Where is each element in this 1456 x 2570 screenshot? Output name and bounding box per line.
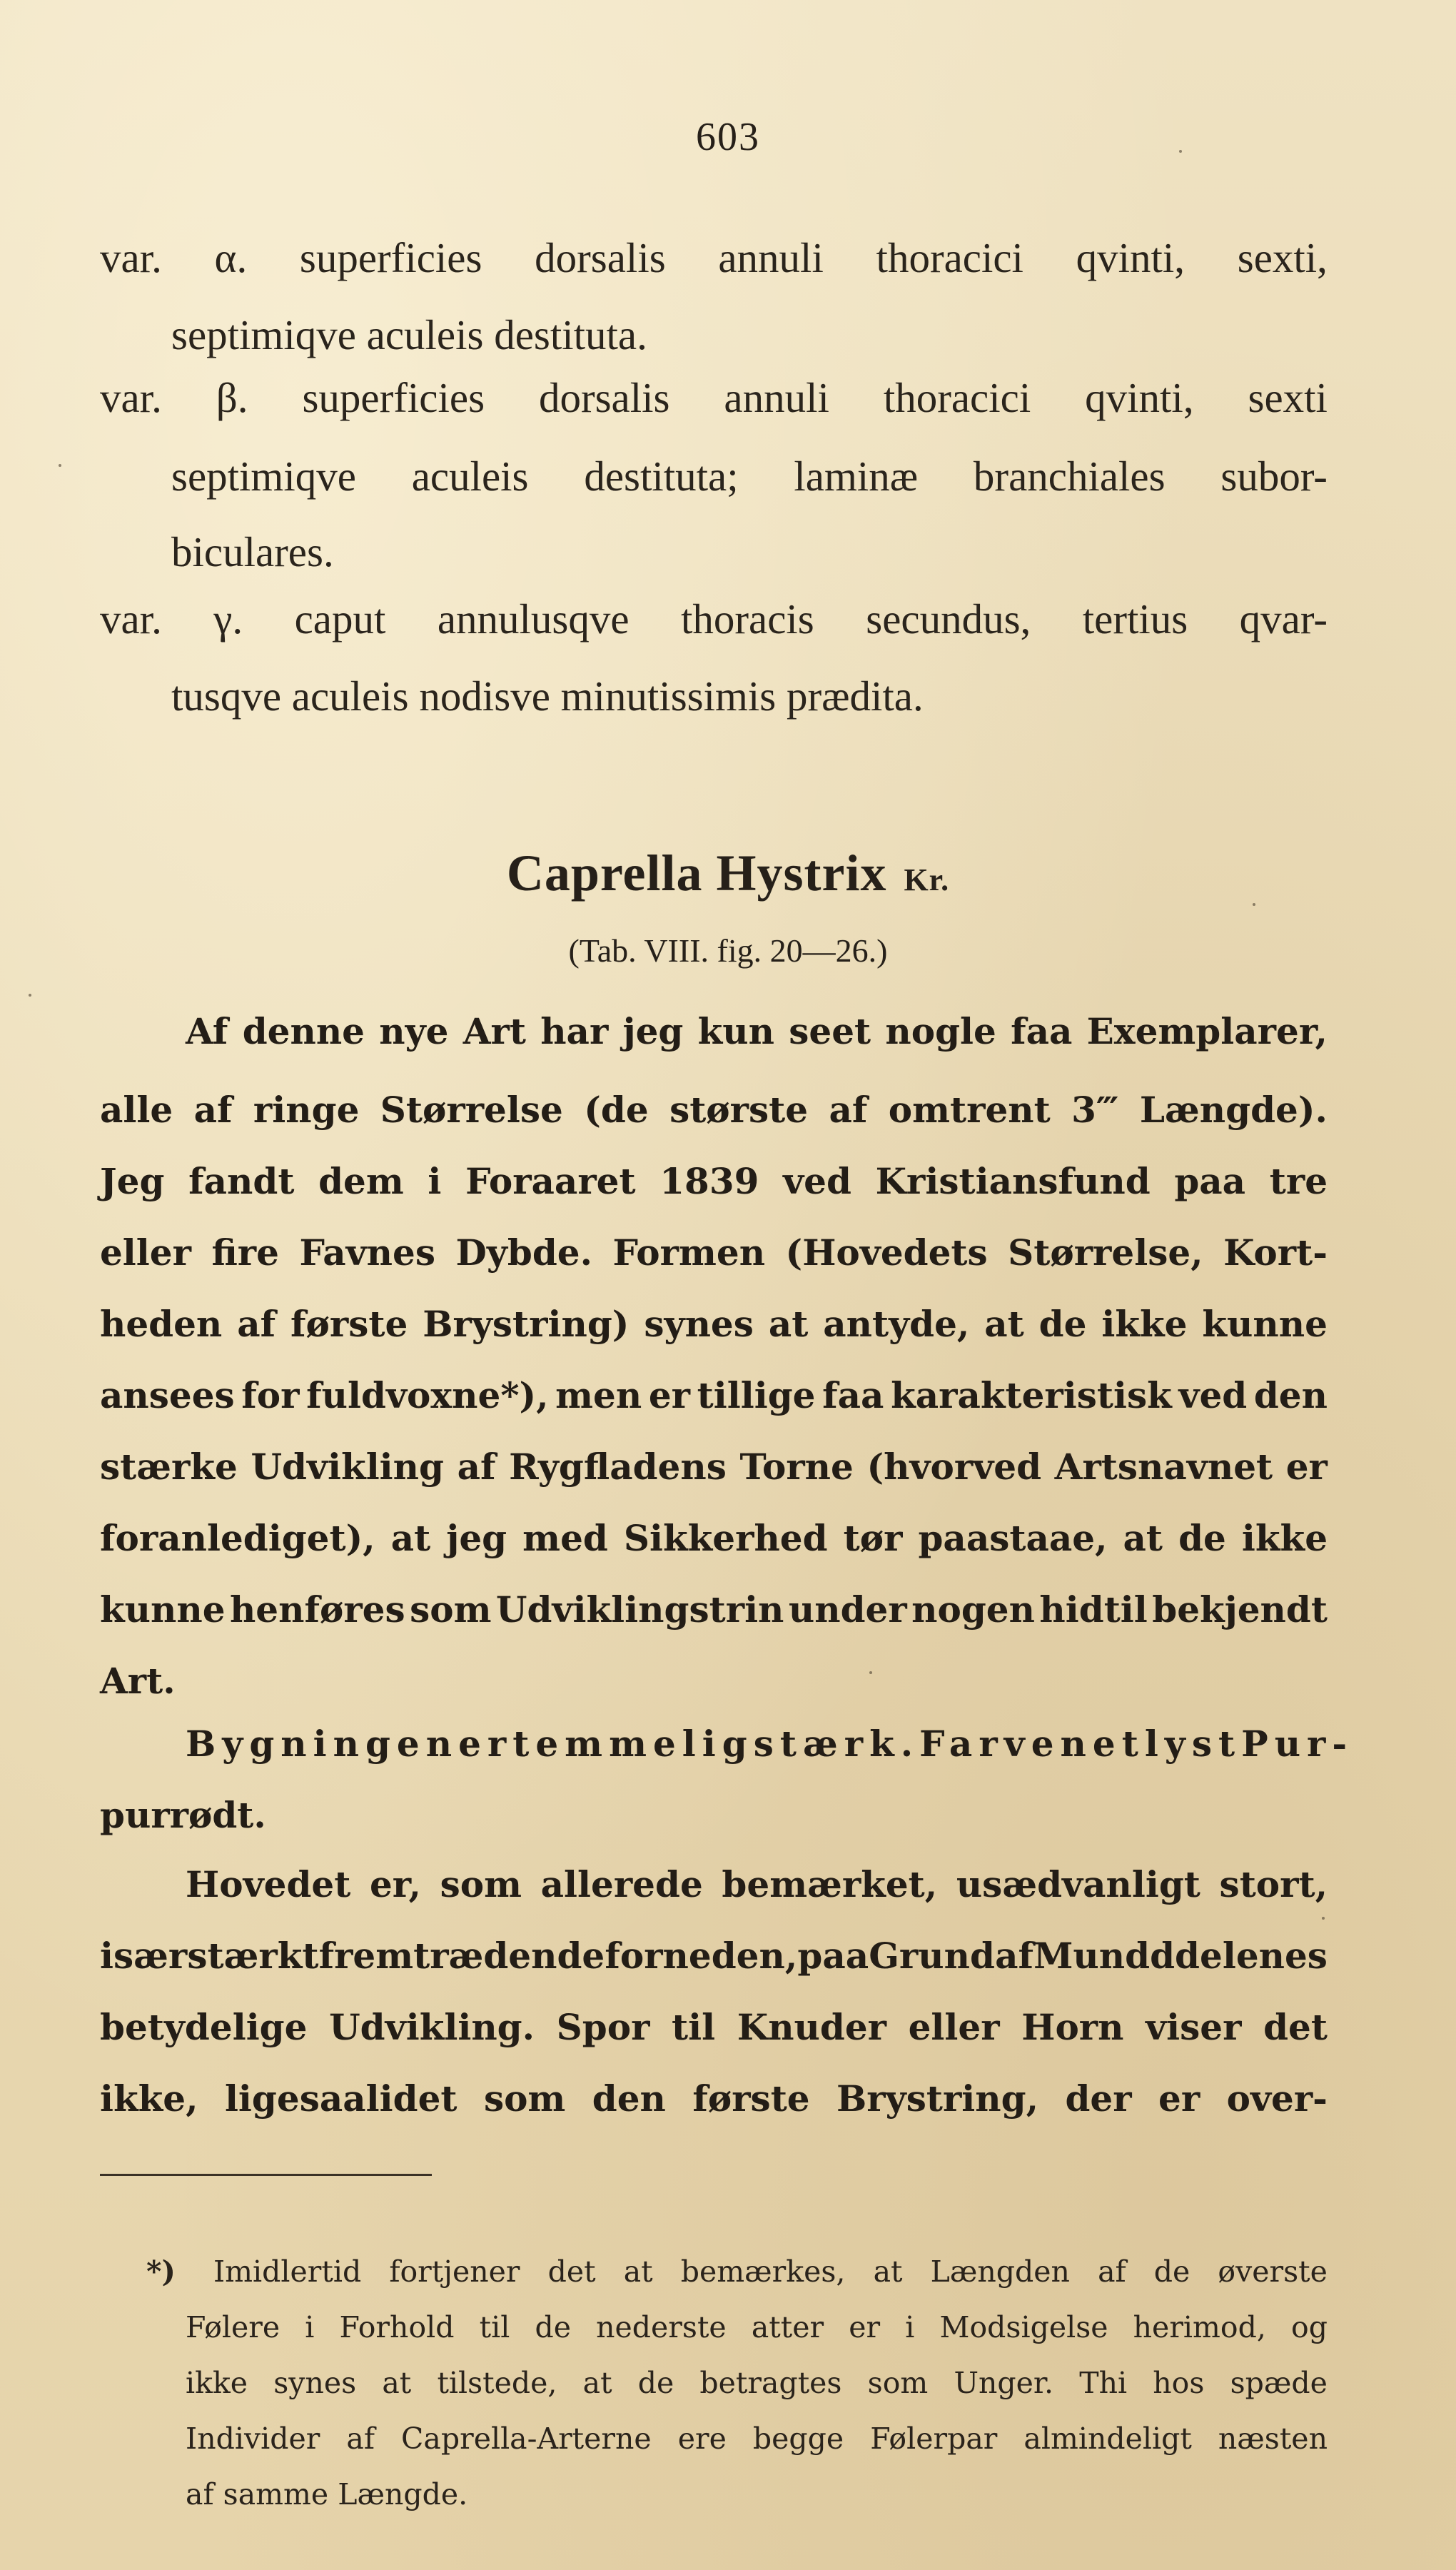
word: jeg xyxy=(622,1010,684,1052)
word: at xyxy=(1123,1517,1163,1559)
word: med xyxy=(522,1517,608,1559)
word: temmelig xyxy=(512,1723,754,1765)
word: kun xyxy=(697,1010,775,1052)
word: af xyxy=(237,1303,276,1345)
word: henføres xyxy=(229,1588,405,1631)
word: ikke, xyxy=(100,2077,198,2120)
word: β. xyxy=(216,374,248,421)
word: Bygningen xyxy=(186,1723,459,1765)
word: Thi xyxy=(1079,2366,1128,2400)
word: ere xyxy=(677,2422,727,2456)
word: Følere xyxy=(186,2310,280,2344)
word: faa xyxy=(822,1374,884,1416)
word: antyde, xyxy=(823,1303,970,1345)
word: til xyxy=(672,2006,716,2048)
word: var. xyxy=(100,595,162,642)
word: alle xyxy=(100,1089,173,1131)
word: stærkt xyxy=(187,1935,319,1977)
word: at xyxy=(623,2254,653,2289)
word: af xyxy=(193,1089,233,1131)
word: Jeg xyxy=(100,1160,165,1202)
word: 3‴ xyxy=(1071,1089,1119,1131)
word: secundus, xyxy=(866,595,1031,642)
word: spæde xyxy=(1230,2366,1328,2400)
word: Udvikling. xyxy=(329,2006,535,2048)
text-line xyxy=(100,1935,1328,1977)
word: samme xyxy=(223,2477,329,2511)
word: Spor xyxy=(556,2006,650,2048)
text-line xyxy=(171,311,1328,358)
word: foranlediget), xyxy=(100,1517,375,1559)
word: Knuder xyxy=(737,2006,887,2048)
text-line xyxy=(100,1588,1328,1631)
word: af xyxy=(829,1089,868,1131)
word: karakteristisk xyxy=(891,1374,1172,1416)
word: tillige xyxy=(697,1374,816,1416)
word: for xyxy=(241,1374,300,1416)
word: dorsalis xyxy=(538,374,670,421)
word: af xyxy=(346,2422,375,2456)
word: som xyxy=(867,2366,929,2400)
word: ved xyxy=(783,1160,851,1202)
word: under xyxy=(788,1588,907,1631)
word: Udvikling xyxy=(251,1446,444,1488)
word: næsten xyxy=(1218,2422,1328,2456)
word: af xyxy=(995,1935,1033,1977)
word: Imidlertid xyxy=(213,2254,362,2289)
text-line xyxy=(100,374,1328,421)
word: der xyxy=(1065,2077,1132,2120)
word: aculeis xyxy=(411,453,529,500)
word: paa xyxy=(1174,1160,1246,1202)
word: dorsalis xyxy=(535,234,666,281)
word: over- xyxy=(1226,2077,1328,2120)
word: eller xyxy=(100,1231,191,1274)
scan-speck xyxy=(1179,150,1182,153)
footnote-rule xyxy=(100,2174,432,2176)
word: kunne xyxy=(1202,1303,1328,1345)
word: thoracici xyxy=(883,374,1031,421)
species-author: Kr. xyxy=(904,862,950,897)
word: af xyxy=(186,2477,214,2511)
word: Længde. xyxy=(338,2477,468,2511)
word: atter xyxy=(751,2310,824,2344)
word: men xyxy=(555,1374,642,1416)
word: faa xyxy=(1011,1010,1073,1052)
word: Dybde. xyxy=(455,1231,593,1274)
text-line xyxy=(186,2310,1328,2344)
word: af xyxy=(1098,2254,1126,2289)
word: bekjendt xyxy=(1152,1588,1328,1631)
word: var. xyxy=(100,234,162,281)
word: Unger. xyxy=(954,2366,1054,2400)
word: fandt xyxy=(188,1160,295,1202)
word: viser xyxy=(1146,2006,1242,2048)
word: er xyxy=(1158,2077,1200,2120)
word: lyst xyxy=(1144,1723,1242,1765)
word: nogle xyxy=(885,1010,996,1052)
text-line xyxy=(100,234,1328,281)
text-line xyxy=(100,1160,1328,1202)
text-line xyxy=(100,2077,1328,2120)
word: Modsigelse xyxy=(939,2310,1108,2344)
word: synes xyxy=(273,2366,357,2400)
word: Hovedet xyxy=(186,1863,351,1905)
word: paastaae, xyxy=(918,1517,1108,1559)
text-line xyxy=(186,2366,1328,2400)
word: ved xyxy=(1178,1374,1248,1416)
word: fire xyxy=(211,1231,279,1274)
word: Grund xyxy=(869,1935,995,1977)
word: tertius xyxy=(1082,595,1188,642)
word: thoracis xyxy=(681,595,814,642)
word: almindeligt xyxy=(1023,2422,1192,2456)
word: Kristiansfund xyxy=(875,1160,1151,1202)
word: begge xyxy=(752,2422,844,2456)
word: et xyxy=(1092,1723,1145,1765)
word: (de xyxy=(584,1089,649,1131)
word: kunne xyxy=(100,1588,226,1631)
word: ansees xyxy=(100,1374,235,1416)
word: ikke xyxy=(1241,1517,1328,1559)
word: den xyxy=(592,2077,666,2120)
word: Foraaret xyxy=(465,1160,636,1202)
word: har xyxy=(540,1010,609,1052)
word: at xyxy=(582,2366,612,2400)
word: purrødt. xyxy=(100,1794,266,1836)
word: caput xyxy=(294,595,386,642)
word: som xyxy=(440,1863,522,1905)
word: superficies xyxy=(299,234,482,281)
word: Længden xyxy=(930,2254,1070,2289)
word: er xyxy=(849,2310,881,2344)
scan-speck xyxy=(1322,1917,1325,1920)
word: usædvanligt xyxy=(956,1863,1200,1905)
word: var. xyxy=(100,374,162,421)
word: Individer xyxy=(186,2422,320,2456)
word: Udviklingstrin xyxy=(495,1588,784,1631)
text-line xyxy=(186,2424,1328,2454)
word: Af xyxy=(186,1010,228,1052)
word: tre xyxy=(1269,1160,1328,1202)
word: heden xyxy=(100,1303,223,1345)
word: Forhold xyxy=(339,2310,455,2344)
word: og xyxy=(1291,2310,1328,2344)
scan-speck xyxy=(869,1671,872,1674)
word: qvar- xyxy=(1239,595,1328,642)
text-line xyxy=(100,1517,1328,1559)
word: tilstede, xyxy=(437,2366,557,2400)
word: ligesaalidet xyxy=(224,2077,457,2120)
word: største xyxy=(669,1089,809,1131)
word: Sikkerhed xyxy=(623,1517,828,1559)
word: subor- xyxy=(1220,453,1328,500)
text-line xyxy=(100,2006,1328,2048)
word: omtrent xyxy=(888,1089,1051,1131)
word: branchiales xyxy=(973,453,1166,500)
text-line xyxy=(100,1660,1328,1702)
word: forneden, xyxy=(605,1935,798,1977)
word: Følerpar xyxy=(870,2422,998,2456)
word: Pur- xyxy=(1241,1723,1354,1765)
word: allerede xyxy=(540,1863,703,1905)
text-line xyxy=(100,1089,1328,1131)
word: at xyxy=(768,1303,809,1345)
word: nye xyxy=(379,1010,449,1052)
scan-speck xyxy=(1253,903,1255,906)
text-line xyxy=(186,1863,1328,1905)
word: tør xyxy=(843,1517,903,1559)
text-line xyxy=(100,595,1328,642)
word: især xyxy=(100,1935,188,1977)
word: er, xyxy=(369,1863,421,1905)
word: betydelige xyxy=(100,2006,308,2048)
word: bemærkes, xyxy=(680,2254,846,2289)
word: eller xyxy=(908,2006,1000,2048)
word: destituta; xyxy=(584,453,739,500)
word: thoracici xyxy=(876,234,1023,281)
word: er xyxy=(648,1374,691,1416)
word: Brystring) xyxy=(423,1303,630,1345)
word: den xyxy=(1253,1374,1328,1416)
word: tusqve aculeis nodisve minutissimis prædita. xyxy=(171,672,924,720)
word: at xyxy=(984,1303,1024,1345)
word: Rygfladens xyxy=(509,1446,727,1488)
word: jeg xyxy=(446,1517,507,1559)
word: at xyxy=(390,1517,431,1559)
word: de xyxy=(1038,1303,1087,1345)
word: at xyxy=(873,2254,903,2289)
word: seet xyxy=(789,1010,871,1052)
page-number: 603 xyxy=(696,115,760,159)
word: er xyxy=(1285,1446,1328,1488)
word: i xyxy=(428,1160,442,1202)
word: Formen xyxy=(612,1231,766,1274)
word: at xyxy=(382,2366,412,2400)
word: paa xyxy=(797,1935,869,1977)
word: herimod, xyxy=(1133,2310,1266,2344)
text-line xyxy=(171,528,1328,575)
word: de xyxy=(1153,2254,1190,2289)
word: Artsnavnet xyxy=(1054,1446,1273,1488)
word: septimiqve aculeis destituta. xyxy=(171,311,647,358)
word: betragtes xyxy=(699,2366,842,2400)
word: stærk. xyxy=(753,1723,920,1765)
footnote-marker: *) xyxy=(146,2254,176,2289)
word: qvinti, xyxy=(1076,234,1185,281)
word: fortjener xyxy=(389,2254,520,2289)
scan-speck xyxy=(59,464,61,467)
scan-speck xyxy=(29,994,31,997)
word: øverste xyxy=(1218,2254,1328,2289)
word: (Hovedets xyxy=(785,1231,988,1274)
word: fuldvoxne*), xyxy=(306,1374,549,1416)
word: Favnes xyxy=(299,1231,435,1274)
word: Længde). xyxy=(1139,1089,1328,1131)
text-line xyxy=(186,2477,1328,2511)
word: til xyxy=(479,2310,510,2344)
text-line xyxy=(100,1231,1328,1274)
word: det xyxy=(1263,2006,1328,2048)
word: Brystring, xyxy=(836,2077,1039,2120)
word: Art. xyxy=(100,1660,176,1702)
species-title xyxy=(0,844,1456,903)
word: ikke xyxy=(186,2366,248,2400)
text-line xyxy=(146,2254,1328,2289)
word: Exemplarer, xyxy=(1086,1010,1328,1052)
word: synes xyxy=(644,1303,754,1345)
plate-reference: (Tab. VIII. fig. 20—26.) xyxy=(568,932,888,969)
word: annuli xyxy=(724,374,829,421)
word: i xyxy=(905,2310,915,2344)
text-line xyxy=(100,1303,1328,1345)
word: dem xyxy=(318,1160,404,1202)
word: Kort- xyxy=(1223,1231,1328,1274)
word: Caprella-Arterne xyxy=(401,2422,652,2456)
word: som xyxy=(410,1588,492,1631)
word: septimiqve xyxy=(171,453,356,500)
text-line xyxy=(171,455,1328,498)
word: laminæ xyxy=(794,453,919,500)
word: Farven xyxy=(919,1723,1093,1765)
word: denne xyxy=(242,1010,365,1052)
word: de xyxy=(1178,1517,1226,1559)
word: Horn xyxy=(1021,2006,1124,2048)
text-line xyxy=(100,1374,1328,1416)
word: 1839 xyxy=(659,1160,759,1202)
text-line xyxy=(186,1723,1354,1765)
word: af xyxy=(457,1446,496,1488)
word: som xyxy=(483,2077,566,2120)
word: fremtrædende xyxy=(318,1935,605,1977)
word: γ. xyxy=(213,595,243,642)
word: sexti, xyxy=(1237,234,1328,281)
word: qvinti, xyxy=(1085,374,1194,421)
word: (hvorved xyxy=(866,1446,1042,1488)
word: Mundddelenes xyxy=(1033,1935,1328,1977)
word: ringe xyxy=(253,1089,360,1131)
word: ikke xyxy=(1101,1303,1188,1345)
word: α. xyxy=(214,234,248,281)
word: hidtil xyxy=(1039,1588,1148,1631)
word: det xyxy=(547,2254,596,2289)
word: nogen xyxy=(911,1588,1035,1631)
word: er xyxy=(458,1723,513,1765)
word: hos xyxy=(1153,2366,1205,2400)
word: annuli xyxy=(718,234,824,281)
text-line xyxy=(100,1446,1328,1488)
word: Størrelse xyxy=(380,1089,563,1131)
word: bemærket, xyxy=(722,1863,938,1905)
word: i xyxy=(305,2310,315,2344)
word: Art xyxy=(462,1010,526,1052)
word: Torne xyxy=(739,1446,854,1488)
word: de xyxy=(637,2366,674,2400)
word: biculares. xyxy=(171,528,334,575)
word: stærke xyxy=(100,1446,238,1488)
word: første xyxy=(692,2077,810,2120)
word: Størrelse, xyxy=(1008,1231,1203,1274)
text-line xyxy=(186,1010,1328,1052)
word: annulusqve xyxy=(437,595,630,642)
word: nederste xyxy=(596,2310,727,2344)
word: stort, xyxy=(1219,1863,1328,1905)
text-line xyxy=(171,672,1328,720)
word: superficies xyxy=(302,374,485,421)
word: sexti xyxy=(1248,374,1328,421)
word: første xyxy=(290,1303,408,1345)
text-line xyxy=(100,1794,1328,1836)
species-name: Caprella Hystrix xyxy=(506,845,887,902)
word: de xyxy=(535,2310,571,2344)
